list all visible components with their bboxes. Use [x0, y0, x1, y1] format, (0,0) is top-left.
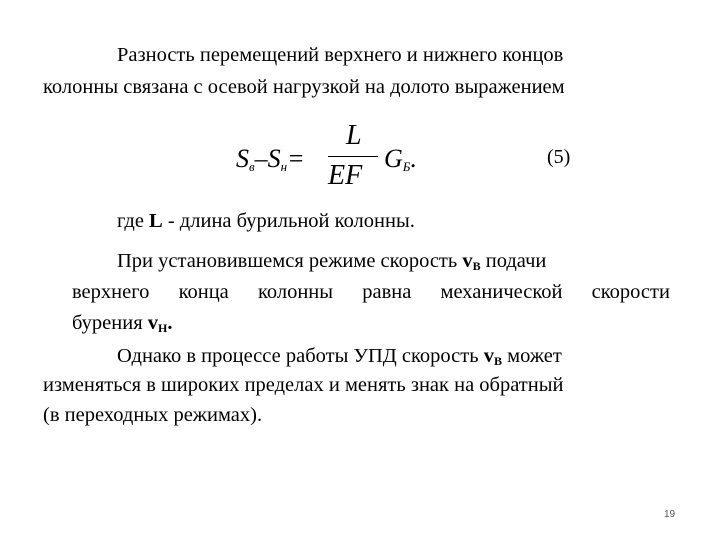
formula-sub-b: Б [402, 159, 411, 174]
velocity-var: v [483, 345, 494, 367]
formula-sub-n: н [280, 159, 288, 174]
paragraph3-line1-end: подачи [480, 250, 547, 272]
velocity-var: v [462, 250, 473, 272]
paragraph3-line1-text: При установившемся режиме скорость [117, 250, 463, 272]
word: равна [362, 281, 412, 303]
paragraph3-line3 [72, 311, 172, 340]
paragraph2-suffix: - длина бурильной колонны. [162, 210, 415, 232]
word: скорости [591, 281, 670, 303]
velocity-sub: В [472, 259, 481, 273]
velocity-var: v [147, 312, 158, 334]
paragraph4-line1 [117, 344, 562, 373]
paragraph3-line1 [117, 249, 546, 278]
paragraph4-line1-text: Однако в процессе работы УПД скорость [117, 345, 484, 367]
formula-s1: S [236, 144, 249, 173]
paragraph1-line2: колонны связана с осевой нагрузкой на долото выражением [43, 76, 565, 98]
paragraph2-variable: L [149, 210, 163, 232]
formula-equals: = [287, 144, 305, 173]
formula-lhs [236, 144, 305, 175]
paragraph3-line3-end: . [167, 312, 173, 334]
word: верхнего [72, 281, 150, 303]
formula-g: G [384, 144, 403, 173]
paragraph4-line1-end: может [501, 345, 562, 367]
paragraph2 [117, 209, 415, 233]
formula-sub-v: в [249, 159, 255, 174]
equation-number: (5) [547, 146, 571, 168]
formula-dot: . [410, 144, 417, 173]
paragraph4-line3: (в переходных режимах). [43, 404, 263, 426]
page-number: 19 [664, 509, 676, 520]
fraction-bar [328, 156, 378, 157]
formula-s2: S [267, 144, 281, 173]
word: конца [178, 281, 229, 303]
paragraph3-line3-text: бурения [72, 312, 148, 334]
formula-rhs [384, 144, 417, 175]
paragraph3-line2 [72, 280, 670, 304]
paragraph1-line1: Разность перемещений верхнего и нижнего концов [117, 44, 564, 66]
formula-5 [236, 118, 446, 198]
velocity-sub: Н [158, 321, 168, 335]
velocity-sub: В [493, 354, 502, 368]
paragraph2-prefix: где [117, 210, 150, 232]
formula-denominator: EF [328, 160, 363, 191]
formula-numerator: L [346, 120, 362, 151]
paragraph4-line2: изменяться в широких пределах и менять знак на обратный [43, 374, 564, 396]
word: колонны [257, 281, 334, 303]
word: механической [440, 281, 563, 303]
formula-minus: – [254, 144, 268, 173]
